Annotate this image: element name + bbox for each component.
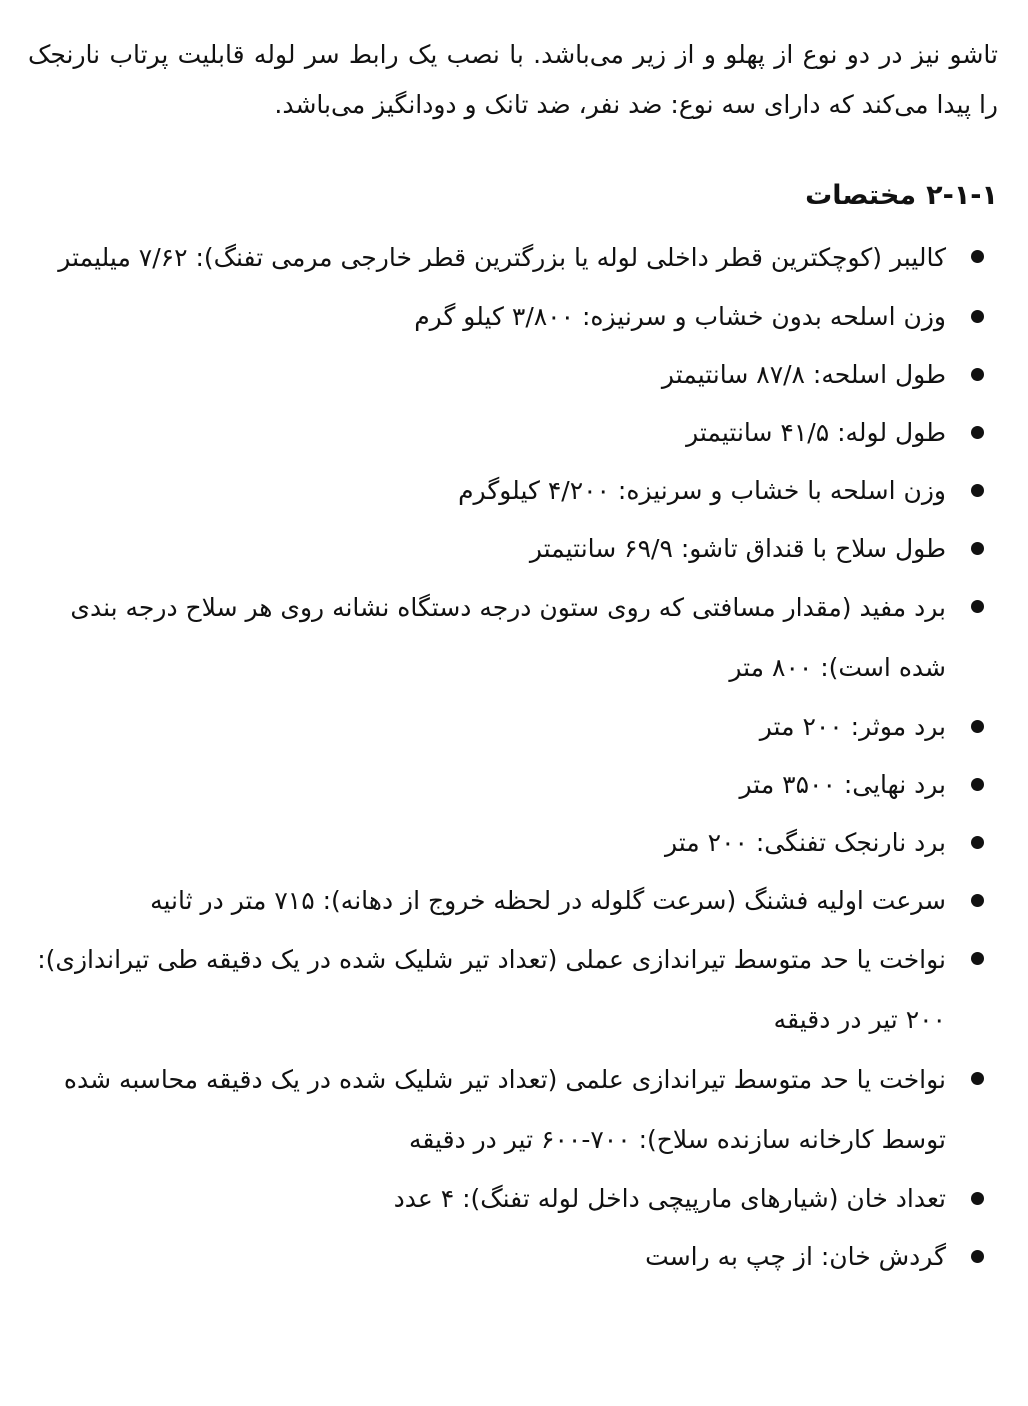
spec-item-rifling-count [28, 1170, 998, 1228]
bullet-icon [971, 250, 984, 263]
spec-text: برد نهایی: ۳۵۰۰ متر [739, 770, 946, 799]
spec-text: برد مفید (مقدار مسافتی که روی ستون درجه دستگاه نشانه روی هر سلاح درجه بندی شده است): ۸۰۰ متر [70, 593, 946, 682]
specs-list [28, 228, 998, 1286]
spec-item-weapon-length [28, 346, 998, 404]
spec-item-muzzle-velocity [28, 872, 998, 930]
bullet-icon [971, 368, 984, 381]
document-page [28, 30, 998, 1286]
bullet-icon [971, 426, 984, 439]
spec-text: طول اسلحه: ۸۷/۸ سانتیمتر [661, 360, 946, 389]
spec-text: نواخت یا حد متوسط تیراندازی علمی (تعداد تیر شلیک شده در یک دقیقه محاسبه شده توسط کارخانه سازنده سلاح): ۷۰۰-۶۰۰ تیر در دقیقه [63, 1065, 946, 1154]
bullet-icon [971, 836, 984, 849]
bullet-icon [971, 310, 984, 323]
spec-text: طول سلاح با قنداق تاشو: ۶۹/۹ سانتیمتر [529, 534, 946, 563]
spec-text: نواخت یا حد متوسط تیراندازی عملی (تعداد تیر شلیک شده در یک دقیقه طی تیراندازی): ۲۰۰ تیر در دقیقه [37, 945, 946, 1034]
spec-text: وزن اسلحه بدون خشاب و سرنیزه: ۳/۸۰۰ کیلو گرم [414, 302, 946, 331]
spec-text: وزن اسلحه با خشاب و سرنیزه: ۴/۲۰۰ کیلوگرم [458, 476, 946, 505]
spec-item-weight-empty [28, 288, 998, 346]
spec-text: برد موثر: ۲۰۰ متر [759, 712, 946, 741]
spec-item-effective-range [28, 698, 998, 756]
bullet-icon [971, 542, 984, 555]
bullet-icon [971, 1072, 984, 1085]
bullet-icon [971, 600, 984, 613]
intro-paragraph: تاشو نیز در دو نوع از پهلو و از زیر می‌باشد. با نصب یک رابط سر لوله قابلیت پرتاب نارنجک را پیدا می‌کند که دارای سه نوع: ضد نفر، ضد تانک و دودانگیز می‌باشد. [28, 40, 998, 119]
section-heading [28, 170, 998, 222]
spec-text: سرعت اولیه فشنگ (سرعت گلوله در لحظه خروج از دهانه): ۷۱۵ متر در ثانیه [150, 886, 946, 915]
bullet-icon [971, 778, 984, 791]
spec-text: گردش خان: از چپ به راست [645, 1242, 946, 1271]
spec-item-rifling-twist [28, 1228, 998, 1286]
spec-item-folded-length [28, 520, 998, 578]
bullet-icon [971, 1192, 984, 1205]
bullet-icon [971, 1250, 984, 1263]
spec-item-weight-loaded [28, 462, 998, 520]
section-title: مختصات [805, 180, 917, 211]
spec-item-caliber [28, 228, 998, 288]
spec-item-theoretical-rate [58, 1050, 998, 1170]
spec-text: برد نارنجک تفنگی: ۲۰۰ متر [664, 828, 946, 857]
spec-text: طول لوله: ۴۱/۵ سانتیمتر [686, 418, 946, 447]
spec-text: کالیبر (کوچکترین قطر داخلی لوله یا بزرگترین قطر خارجی مرمی تفنگ): ۷/۶۲ میلیمتر [58, 243, 946, 272]
bullet-icon [971, 484, 984, 497]
spec-item-useful-range [28, 578, 998, 698]
spec-text: تعداد خان (شیارهای مارپیچی داخل لوله تفنگ): ۴ عدد [393, 1184, 946, 1213]
bullet-icon [971, 894, 984, 907]
spec-item-grenade-range [28, 814, 998, 872]
spec-item-practical-rate [28, 930, 998, 1050]
bullet-icon [971, 952, 984, 965]
spec-item-max-range [28, 756, 998, 814]
bullet-icon [971, 720, 984, 733]
spec-item-barrel-length [28, 404, 998, 462]
section-number: ۲-۱-۱ [926, 180, 998, 211]
